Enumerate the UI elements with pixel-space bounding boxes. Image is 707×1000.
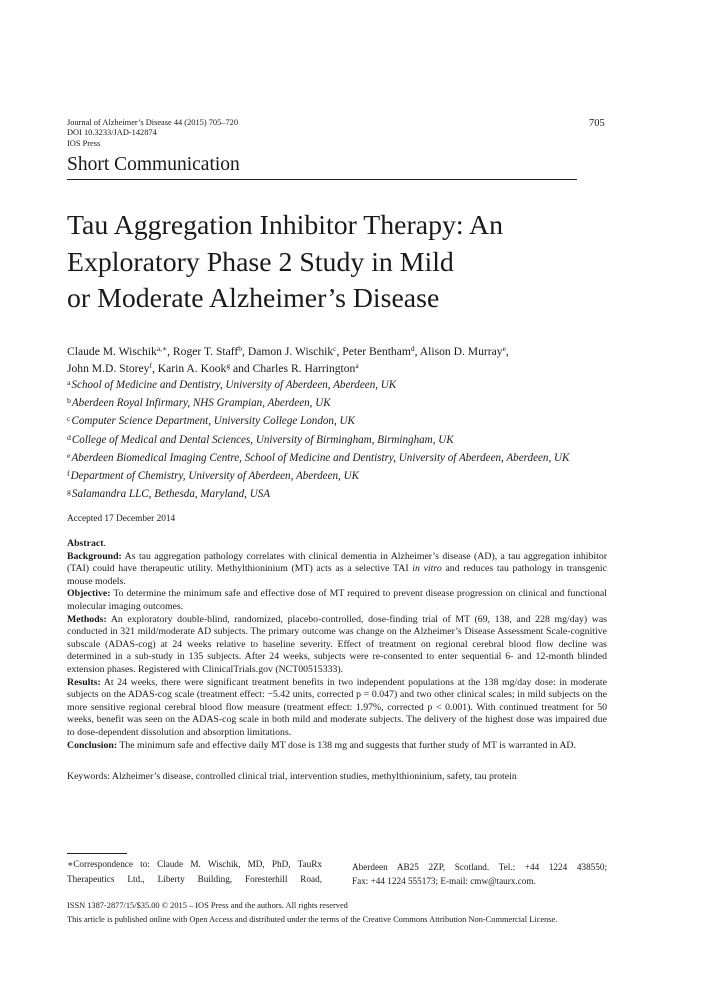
abstract-results: Results: At 24 weeks, there were significant treatment benefits in two independent populations at the 138 mg/day dose: in moderate subjects on the ADAS-cog scale (treatment effect: −5.42 units, corrected p = 0.047) and two other clinical scales; in mild subjects on the more sensitive regional cerebral blood flow measure (treatment effect: 1.97%, corrected p < 0.001). With continued treatment for 50 weeks, benefit was seen on the ADAS-cog scale in both mild and moderate subjects. The delivery of the highest dose was impaired due to dose-dependent dissolution and absorption limitations. [67, 676, 607, 738]
author: Claude M. Wischik$^{a,∗}$, [67, 344, 173, 358]
affiliation-item: $^c$Computer Science Department, University College London, UK [67, 414, 355, 428]
page-number: 705 [589, 118, 605, 129]
issn-line: ISSN 1387-2877/15/$35.00 © 2015 – IOS Press and the authors. All rights reserved [67, 901, 348, 910]
abstract-conclusion: Conclusion: The minimum safe and effective daily MT dose is 138 mg and suggests that further study of MT is warranted in AD. [67, 739, 576, 751]
abstract-background: Background: As tau aggregation pathology correlates with clinical dementia in Alzheimer’s disease (AD), a tau aggregation inhibitor (TAI) could have therapeutic utility. Methylthioninium (MT) acts as a selective TAI in vitro and reduces tau pathology in transgenic mouse models. [67, 550, 608, 587]
journal-header [67, 118, 238, 149]
author: Damon J. Wischik$^c$, [247, 344, 343, 358]
keywords: Keywords: Alzheimer’s disease, controlled clinical trial, intervention studies, methylthioninium, safety, tau protein [67, 771, 517, 782]
title-line-1: Tau Aggregation Inhibitor Therapy: An [67, 210, 504, 241]
affiliation-item: $^a$School of Medicine and Dentistry, University of Aberdeen, Aberdeen, UK [67, 378, 397, 391]
author: Peter Bentham$^d$, [342, 344, 420, 358]
license-line: This article is published online with Open Access and distributed under the terms of the Creative Commons Attribution Non-Commercial License. [67, 914, 558, 924]
section-label: Short Communication [67, 154, 240, 175]
author: Karin A. Kook$^g$ and [157, 360, 253, 375]
copyright-block [67, 899, 612, 926]
journal-citation: Journal of Alzheimer’s Disease 44 (2015) 705–720 [67, 118, 239, 127]
author: Alison D. Murray$^e$, [419, 344, 509, 358]
footnote-rule [67, 853, 127, 854]
title-line-2: Exploratory Phase 2 Study in Mild [67, 246, 454, 278]
correspondence-footnote-cont: Aberdeen AB25 2ZP, Scotland. Tel.: +44 1224 438550; Fax: +44 1224 555173; E-mail: cmw@taurx.com. [352, 862, 607, 886]
affiliation-list [67, 375, 637, 502]
journal-doi: DOI 10.3233/JAD-142874 [67, 128, 157, 138]
affiliation-item: $^g$Salamandra LLC, Bethesda, Maryland, USA [67, 487, 271, 501]
abstract-methods: Methods: An exploratory double-blind, randomized, placebo-controlled, dose-finding trial of MT (69, 138, and 228 mg/day) was conducted in 321 mild/moderate AD subjects. The primary outcome was change on the Alzheimer’s Disease Assessment Scale-cognitive subscale (ADAS-cog) at 24 weeks relative to baseline severity. Effect of treatment on regional cerebral blood flow decline was determined in a sub-study in 135 subjects. After 24 weeks, subjects were re-consented to enter sequential 6- and 12-month blinded extension phases. Registered with ClinicalTrials.gov (NCT00515333). [67, 613, 607, 675]
abstract-objective: Objective: To determine the minimum safe and effective dose of MT required to prevent disease progression on clinical and functional molecular imaging outcomes. [67, 588, 607, 612]
journal-publisher: IOS Press [67, 138, 101, 148]
author: John M.D. Storey$^f$, [67, 360, 158, 375]
affiliation-item: $^d$College of Medical and Dental Sciences, University of Birmingham, Birmingham, UK [67, 432, 454, 446]
paper-title [67, 208, 587, 318]
accepted-date: Accepted 17 December 2014 [67, 514, 176, 524]
author: Roger T. Staff$^b$, [172, 344, 248, 358]
affiliation-item: $^e$Aberdeen Biomedical Imaging Centre, School of Medicine and Dentistry, University of Aberdeen, Aberdeen, UK [67, 450, 570, 464]
abstract-heading: Abstract [67, 538, 104, 549]
author-list [67, 344, 612, 377]
affiliation-item: $^b$Aberdeen Royal Infirmary, NHS Grampian, Aberdeen, UK [67, 396, 331, 410]
section-rule [67, 179, 577, 180]
correspondence-footnote: ∗Correspondence to: Claude M. Wischik, MD, PhD, TauRx Therapeutics Ltd., Liberty Building, Foresterhill Road, [67, 859, 322, 884]
affiliation-item: $^f$Department of Chemistry, University of Aberdeen, Aberdeen, UK [67, 469, 359, 483]
abstract: Abstract. Background: As tau aggregation pathology correlates with clinical dementia in Alzheimer’s disease (AD), a tau aggregation inhibitor (TAI) could have therapeutic utility. Methylthioninium (MT) acts as a selective TAI in vitro and reduces tau pathology in transgenic mouse models. Objective: To determine the minimum safe and effective dose of MT required to prevent disease progression on clinical and functional molecular imaging outcomes. Methods: An exploratory double-blind, randomized, placebo-controlled, dose-finding trial of MT (69, 138, and 228 mg/day) was conducted in 321 mild/moderate AD subjects. The primary outcome was change on the Alzheimer’s Disease Assessment Scale-cognitive subscale (ADAS-cog) at 24 weeks relative to baseline severity. Effect of treatment on regional cerebral blood flow decline was determined in a sub-study in 135 subjects. After 24 weeks, subjects were re-consented to enter sequential 6- and 12-month blinded extension phases. Registered with ClinicalTrials.gov (NCT00515333). Results: At 24 weeks, there were significant treatment benefits in two independent populations at the 138 mg/day dose: in moderate subjects on the ADAS-cog scale (treatment effect: −5.42 units, corrected p = 0.047) and two other clinical scales; in mild subjects on the more sensitive regional cerebral blood flow measure (treatment effect: 1.97%, corrected p < 0.001). With continued treatment for 50 weeks, benefit was seen on the ADAS-cog scale in both mild and moderate subjects. The delivery of the highest dose was impaired due to dose-dependent dissolution and absorption limitations. Conclusion: The minimum safe and effective daily MT dose is 138 mg and suggests that further study of MT is warranted in AD. [67, 538, 608, 751]
author: Charles R. Harrington$^a$ [252, 360, 359, 375]
title-line-3: or Moderate Alzheimer’s Disease [67, 283, 440, 315]
